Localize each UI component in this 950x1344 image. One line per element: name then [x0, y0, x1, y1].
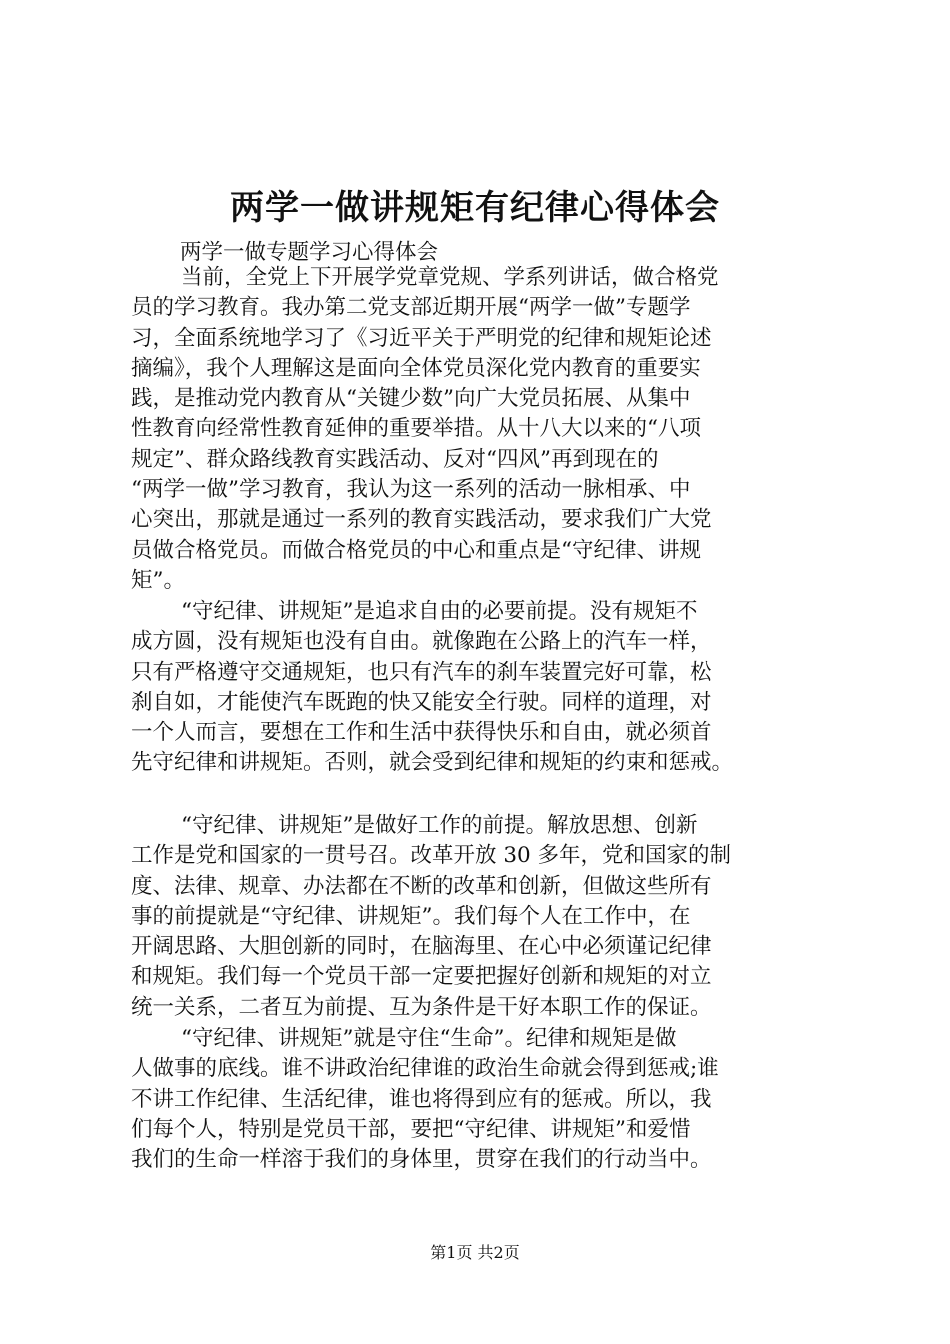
paragraph-3	[131, 811, 841, 1023]
paragraph-line: “守纪律、讲规矩”是做好工作的前提。解放思想、创新	[181, 813, 698, 838]
page-footer: 第1页 共2页	[430, 1243, 520, 1262]
paragraph-line: 矩”。	[131, 567, 185, 593]
document-subtitle: 两学一做专题学习心得体会	[180, 240, 439, 265]
paragraph-line: 当前，全党上下开展学党章党规、学系列讲话，做合格党	[181, 265, 719, 290]
paragraph-2	[131, 597, 841, 779]
paragraph-line: 习，全面系统地学习了《习近平关于严明党的纪律和规矩论述	[131, 325, 712, 351]
paragraph-line: 只有严格遵守交通规矩，也只有汽车的刹车装置完好可靠，松	[131, 659, 712, 685]
paragraph-line: 和规矩。我们每一个党员干部一定要把握好创新和规矩的对立	[131, 964, 712, 990]
paragraph-line: 刹自如，才能使汽车既跑的快又能安全行驶。同样的道理，对	[131, 689, 712, 715]
paragraph-line: 不讲工作纪律、生活纪律，谁也将得到应有的惩戒。所以，我	[131, 1086, 712, 1112]
paragraph-line: 人做事的底线。谁不讲政治纪律谁的政治生命就会得到惩戒;谁	[131, 1056, 719, 1082]
paragraph-line: 践，是推动党内教育从“关键少数”向广大党员拓展、从集中	[131, 386, 691, 412]
paragraph-line: 我们的生命一样溶于我们的身体里，贯穿在我们的行动当中。	[131, 1147, 712, 1173]
paragraph-line: “两学一做”学习教育，我认为这一系列的活动一脉相承、中	[131, 477, 691, 503]
paragraph-1	[131, 263, 841, 596]
paragraph-4	[131, 1024, 841, 1175]
paragraph-line: 度、法律、规章、办法都在不断的改革和创新，但做这些所有	[131, 873, 712, 899]
paragraph-line: 性教育向经常性教育延伸的重要举措。从十八大以来的“八项	[131, 416, 701, 442]
paragraph-line: 统一关系，二者互为前提、互为条件是干好本职工作的保证。	[131, 994, 712, 1020]
paragraph-line: 事的前提就是“守纪律、讲规矩”。我们每个人在工作中，在	[131, 903, 691, 929]
paragraph-line: 员做合格党员。而做合格党员的中心和重点是“守纪律、讲规	[131, 537, 701, 563]
paragraph-line: 开阔思路、大胆创新的同时，在脑海里、在心中必须谨记纪律	[131, 934, 712, 960]
paragraph-line: 员的学习教育。我办第二党支部近期开展“两学一做”专题学	[131, 295, 691, 321]
paragraph-line: 摘编》，我个人理解这是面向全体党员深化党内教育的重要实	[131, 355, 701, 381]
paragraph-line: 工作是党和国家的一贯号召。改革开放 30 多年，党和国家的制	[131, 843, 732, 869]
paragraph-line: “守纪律、讲规矩”是追求自由的必要前提。没有规矩不	[181, 599, 698, 624]
paragraph-line: 成方圆，没有规矩也没有自由。就像跑在公路上的汽车一样，	[131, 629, 712, 655]
paragraph-line: “守纪律、讲规矩”就是守住“生命”。纪律和规矩是做	[181, 1026, 677, 1051]
paragraph-line: 一个人而言，要想在工作和生活中获得快乐和自由，就必须首	[131, 720, 712, 746]
document-title: 两学一做讲规矩有纪律心得体会	[230, 188, 720, 228]
paragraph-line: 先守纪律和讲规矩。否则，就会受到纪律和规矩的约束和惩戒。	[131, 750, 734, 776]
paragraph-line: 规定”、群众路线教育实践活动、反对“四风”再到现在的	[131, 446, 659, 472]
paragraph-line: 们每个人，特别是党员干部，要把“守纪律、讲规矩”和爱惜	[131, 1116, 691, 1142]
paragraph-line: 心突出，那就是通过一系列的教育实践活动，要求我们广大党	[131, 507, 712, 533]
